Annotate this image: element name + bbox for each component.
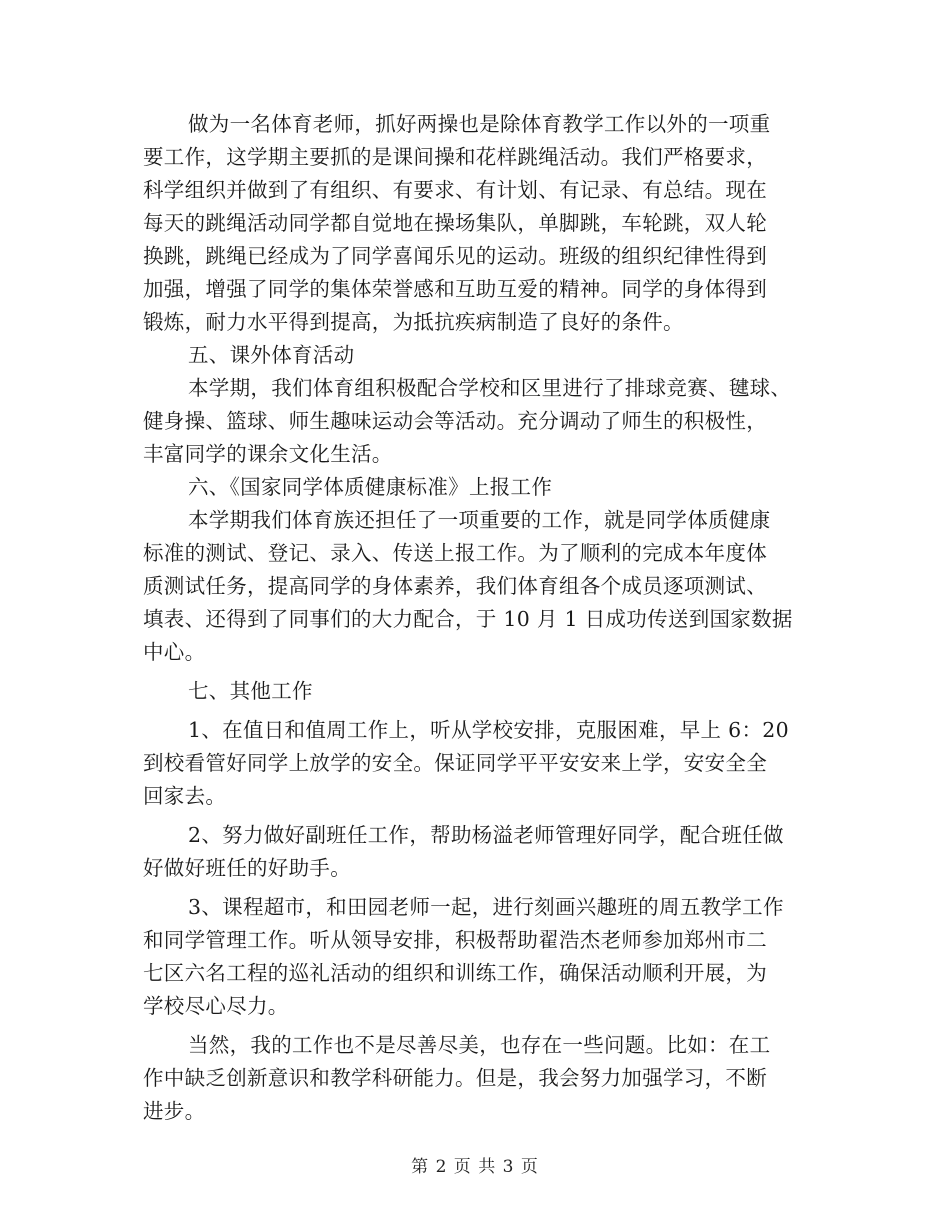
text-line: 要工作，这学期主要抓的是课间操和花样跳绳活动。我们严格要求， xyxy=(143,145,767,169)
paragraph xyxy=(143,108,803,339)
text-line: 学校尽心尽力。 xyxy=(143,994,289,1018)
text-line: 回家去。 xyxy=(143,784,227,808)
section-heading-6: 六、《国家同学体质健康标准》上报工作 xyxy=(188,475,553,499)
paragraph xyxy=(143,372,803,471)
text-line: 本学期我们体育族还担任了一项重要的工作，就是同学体质健康 xyxy=(188,508,771,532)
document-body xyxy=(143,108,803,1128)
text-line: 标准的测试、登记、录入、传送上报工作。为了顺利的完成本年度体 xyxy=(143,541,767,565)
text-line: 好做好班任的好助手。 xyxy=(143,856,351,880)
page-number-footer: 第 2 页 共 3 页 xyxy=(411,1157,539,1177)
text-line: 七区六名工程的巡礼活动的组织和训练工作，确保活动顺利开展，为 xyxy=(143,961,767,985)
text-line: 锻炼，耐力水平得到提高，为抵抗疾病制造了良好的条件。 xyxy=(143,310,684,334)
paragraph xyxy=(143,819,803,885)
text-line: 1、在值日和值周工作上，听从学校安排，克服困难，早上 6：20 xyxy=(188,718,789,742)
text-line: 作中缺乏创新意识和教学科研能力。但是，我会努力加强学习，不断 xyxy=(143,1066,767,1090)
section-heading-7: 七、其他工作 xyxy=(188,679,313,703)
text-line: 质测试任务，提高同学的身体素养，我们体育组各个成员逐项测试、 xyxy=(143,574,767,598)
text-line: 2、努力做好副班任工作，帮助杨溢老师管理好同学，配合班任做 xyxy=(188,823,784,847)
text-line: 当然，我的工作也不是尽善尽美，也存在一些问题。比如：在工 xyxy=(188,1033,771,1057)
text-line: 进步。 xyxy=(143,1099,206,1123)
text-line: 加强，增强了同学的集体荣誉感和互助互爱的精神。同学的身体得到 xyxy=(143,277,767,301)
text-line: 每天的跳绳活动同学都自觉地在操场集队，单脚跳，车轮跳，双人轮 xyxy=(143,211,767,235)
text-line: 科学组织并做到了有组织、有要求、有计划、有记录、有总结。现在 xyxy=(143,178,767,202)
text-line: 做为一名体育老师，抓好两操也是除体育教学工作以外的一项重 xyxy=(188,112,771,136)
text-line: 到校看管好同学上放学的安全。保证同学平平安安来上学，安安全全 xyxy=(143,751,767,775)
text-line: 健身操、篮球、师生趣味运动会等活动。充分调动了师生的积极性， xyxy=(143,409,767,433)
text-line: 3、课程超市，和田园老师一起，进行刻画兴趣班的周五教学工作 xyxy=(188,895,784,919)
paragraph xyxy=(143,891,803,1023)
text-line: 换跳，跳绳已经成为了同学喜闻乐见的运动。班级的组织纪律性得到 xyxy=(143,244,767,268)
text-line: 丰富同学的课余文化生活。 xyxy=(143,442,393,466)
text-line: 和同学管理工作。听从领导安排，积极帮助翟浩杰老师参加郑州市二 xyxy=(143,928,767,952)
paragraph xyxy=(143,1029,803,1128)
text-line: 本学期，我们体育组积极配合学校和区里进行了排球竞赛、毽球、 xyxy=(188,376,792,400)
text-line: 中心。 xyxy=(143,640,206,664)
text-line: 填表、还得到了同事们的大力配合，于 10 月 1 日成功传送到国家数据 xyxy=(143,607,793,631)
section-heading-5: 五、课外体育活动 xyxy=(188,343,355,367)
paragraph xyxy=(143,714,803,813)
paragraph xyxy=(143,504,803,669)
